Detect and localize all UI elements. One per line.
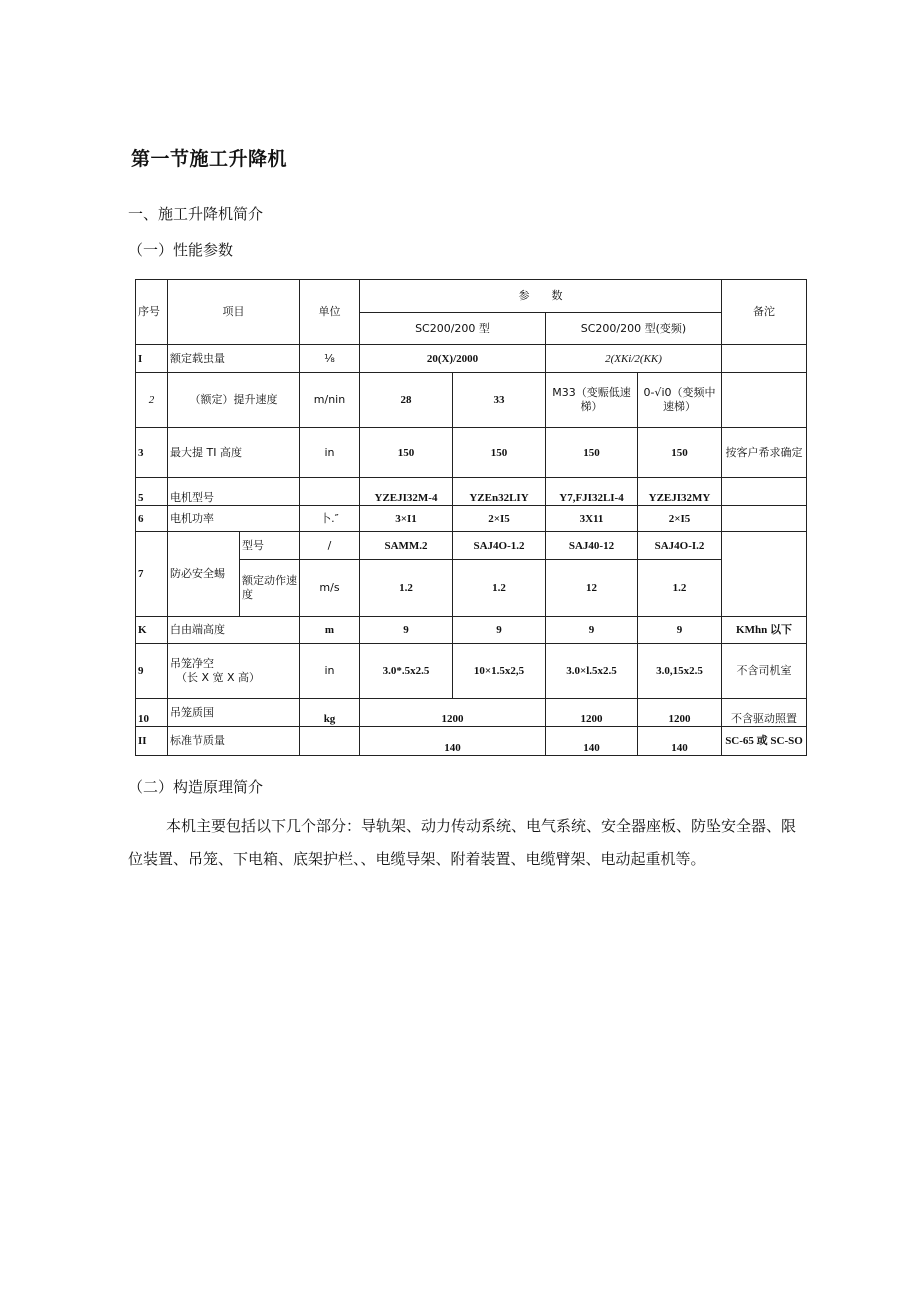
cell-item: 最大提 TI 高度: [168, 428, 300, 478]
cell-value: 150: [360, 428, 453, 478]
cell-value: 9: [638, 617, 722, 644]
page-title: 第一节施工升降机: [131, 148, 288, 170]
cell-remark: 按客户希求确定: [722, 428, 807, 478]
cell-item-line: 吊笼净空: [170, 657, 214, 670]
cell-unit: ⅛: [300, 345, 360, 373]
cell-remark: [722, 532, 807, 617]
cell-unit: [300, 478, 360, 506]
cell-item: 额定载虫量: [168, 345, 300, 373]
cell-value: 1.2: [638, 560, 722, 617]
cell-value: YZEn32LIY: [453, 478, 546, 506]
cell-value: 150: [546, 428, 638, 478]
subsection-heading: （一）性能参数: [128, 241, 234, 259]
cell-value: 3.0×l.5x2.5: [546, 644, 638, 699]
cell-unit: m/nin: [300, 373, 360, 428]
cell-value: YZEJI32M-4: [360, 478, 453, 506]
cell-unit: in: [300, 644, 360, 699]
table-row: [136, 699, 807, 727]
table-row: [136, 478, 807, 506]
cell-seq: 10: [136, 699, 168, 727]
cell-value: 3.0,15x2.5: [638, 644, 722, 699]
cell-seq: 9: [136, 644, 168, 699]
cell-item: 电机功率: [168, 506, 300, 532]
cell-item-line: （长 X 宽 X 高）: [176, 671, 261, 684]
table-row: [136, 532, 807, 560]
cell-item: （额定）提升速度: [168, 373, 300, 428]
cell-value: 1200: [360, 699, 546, 727]
cell-remark: 不含司机室: [722, 644, 807, 699]
header-unit: 单位: [300, 280, 360, 345]
cell-seq: 6: [136, 506, 168, 532]
cell-value: 2(XKi/2(KK): [546, 345, 722, 373]
cell-seq: 7: [136, 532, 168, 617]
cell-remark: 不含驱动照置: [722, 699, 807, 727]
cell-value: SAMM.2: [360, 532, 453, 560]
performance-parameters-table: [135, 279, 807, 756]
header-remark: 备沱: [722, 280, 807, 345]
cell-seq: K: [136, 617, 168, 644]
cell-value: 9: [546, 617, 638, 644]
cell-value: SAJ4O-I.2: [638, 532, 722, 560]
cell-remark: [722, 478, 807, 506]
cell-value: 1200: [638, 699, 722, 727]
cell-value: 9: [360, 617, 453, 644]
cell-value: 20(X)/2000: [360, 345, 546, 373]
cell-item: 吊笼质国: [168, 699, 300, 727]
cell-value: 28: [360, 373, 453, 428]
cell-value: 3×I1: [360, 506, 453, 532]
cell-unit: /: [300, 532, 360, 560]
cell-item: 标准节质量: [168, 727, 300, 756]
cell-subitem: 型号: [240, 532, 300, 560]
header-seq: 序号: [136, 280, 168, 345]
table-row: [136, 644, 807, 699]
cell-value: 140: [546, 727, 638, 756]
cell-unit: [300, 727, 360, 756]
table-row: [136, 727, 807, 756]
cell-remark: KMhn 以下: [722, 617, 807, 644]
cell-value: 1.2: [360, 560, 453, 617]
header-model-a: SC200/200 型: [360, 313, 546, 345]
subsection-heading: （二）构造原理简介: [128, 778, 264, 796]
cell-value: Y7,FJI32LI-4: [546, 478, 638, 506]
cell-unit: m: [300, 617, 360, 644]
cell-seq: II: [136, 727, 168, 756]
header-model-b: SC200/200 型(变频): [546, 313, 722, 345]
cell-remark: [722, 506, 807, 532]
cell-value: 2×I5: [638, 506, 722, 532]
table-row: [136, 617, 807, 644]
cell-subitem: 额定动作速度: [240, 560, 300, 617]
cell-unit: kg: [300, 699, 360, 727]
table-row: [136, 506, 807, 532]
cell-value: 140: [638, 727, 722, 756]
cell-seq: I: [136, 345, 168, 373]
cell-value: 150: [453, 428, 546, 478]
cell-seq: 2: [136, 373, 168, 428]
cell-value: 9: [453, 617, 546, 644]
cell-value: 12: [546, 560, 638, 617]
cell-value: 1200: [546, 699, 638, 727]
cell-remark: [722, 345, 807, 373]
cell-remark: [722, 373, 807, 428]
cell-unit: 卜.″: [300, 506, 360, 532]
header-item: 项目: [168, 280, 300, 345]
cell-value: 2×I5: [453, 506, 546, 532]
cell-value: SAJ4O-1.2: [453, 532, 546, 560]
table-row: [136, 373, 807, 428]
cell-item: [168, 644, 300, 699]
cell-value: 1.2: [453, 560, 546, 617]
body-paragraph: 本机主要包括以下几个部分：导轨架、动力传动系统、电气系统、安全器座板、防坠安全器、限位装置、吊笼、下电箱、底架护栏、、电缆导架、附着装置、电缆臂架、电动起重机等。: [128, 817, 797, 868]
cell-value: 150: [638, 428, 722, 478]
cell-item: 防必安全蜴: [168, 532, 240, 617]
cell-value: 0-√i0（变频中速梯）: [638, 373, 722, 428]
cell-item: 电机型号: [168, 478, 300, 506]
cell-value: 3.0*.5x2.5: [360, 644, 453, 699]
header-params: 参 数: [360, 280, 722, 313]
cell-unit: m/s: [300, 560, 360, 617]
cell-item: 白由端高度: [168, 617, 300, 644]
cell-value: M33（变赈低速梯）: [546, 373, 638, 428]
cell-value: 3X11: [546, 506, 638, 532]
table-row: [136, 345, 807, 373]
cell-value: YZEJI32MY: [638, 478, 722, 506]
table-row: [136, 428, 807, 478]
cell-unit: in: [300, 428, 360, 478]
cell-value: SAJ40-12: [546, 532, 638, 560]
cell-value: 10×1.5x2,5: [453, 644, 546, 699]
cell-value: 33: [453, 373, 546, 428]
section-heading: 一、施工升降机简介: [128, 205, 264, 223]
cell-remark: SC-65 或 SC-SO: [722, 727, 807, 756]
cell-seq: 3: [136, 428, 168, 478]
cell-seq: 5: [136, 478, 168, 506]
cell-value: 140: [360, 727, 546, 756]
